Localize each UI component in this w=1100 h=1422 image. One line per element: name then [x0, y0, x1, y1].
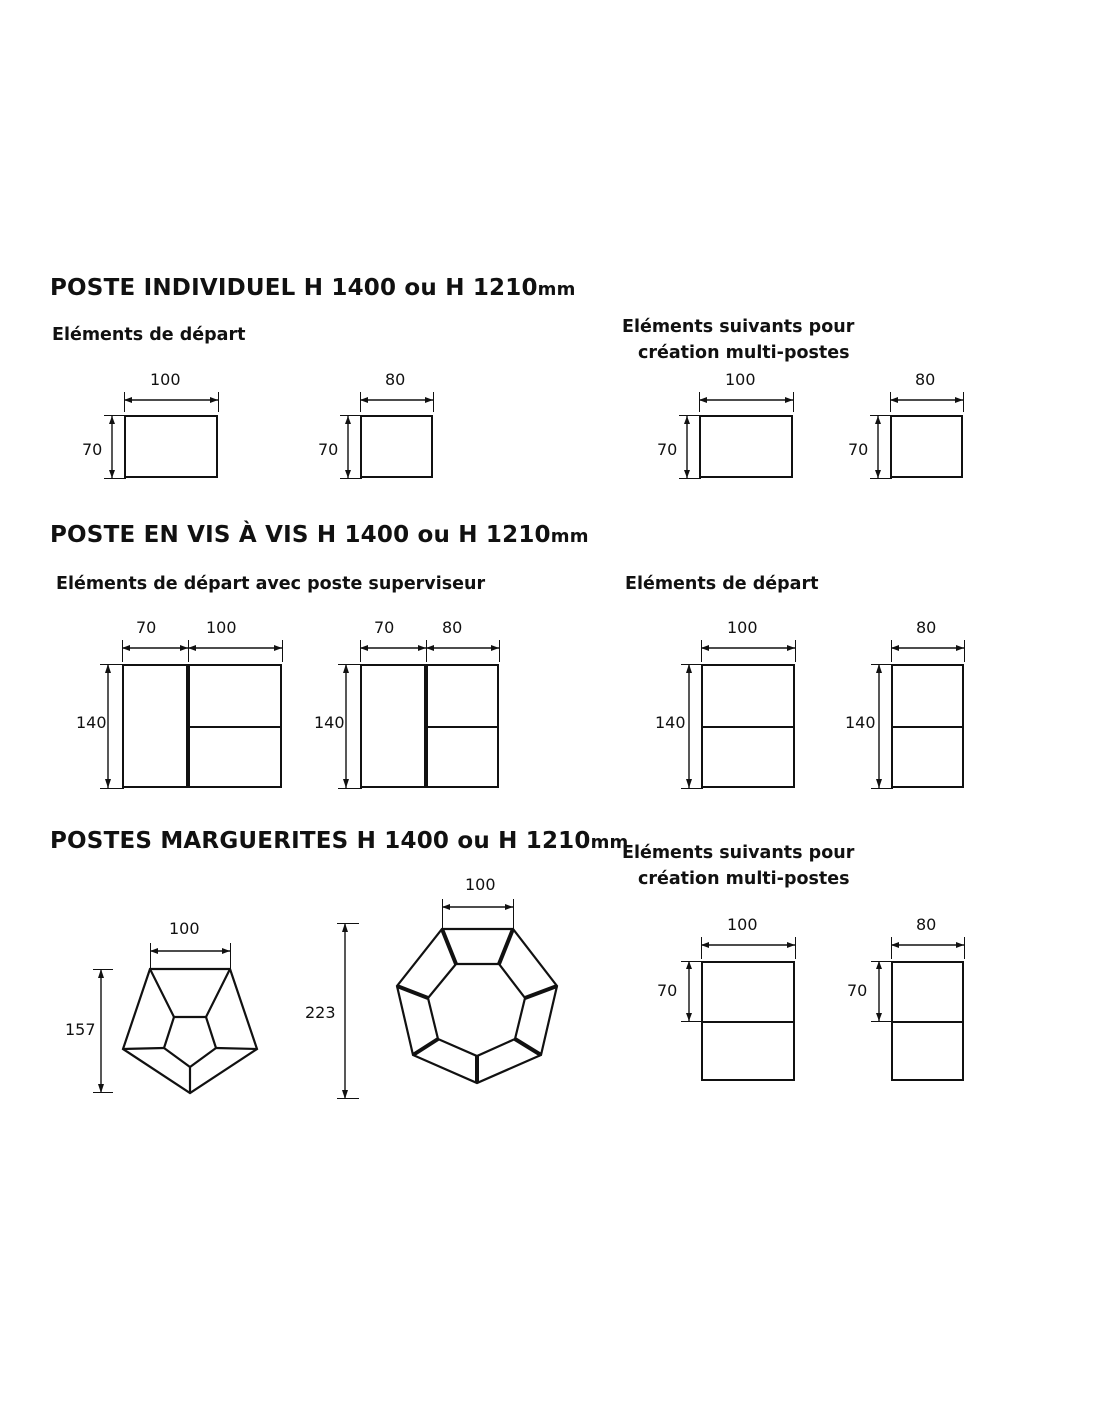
ext-line-top — [681, 961, 703, 962]
section-title-unit: mm — [590, 832, 629, 853]
dim-width-label: 80 — [385, 370, 406, 389]
dim-height-label: 70 — [318, 440, 339, 459]
ext-line-right — [795, 937, 796, 959]
ext-line-left — [699, 392, 700, 412]
dim-width-arrow — [850, 937, 1050, 953]
ext-line-right — [793, 392, 794, 412]
divider-horizontal — [701, 726, 795, 728]
dim-width-label-80: 80 — [442, 618, 463, 637]
section-title-poste-vis-a-vis — [50, 522, 589, 548]
ext-line-bottom — [100, 788, 124, 789]
ext-line-left — [122, 640, 123, 662]
dim-height-arrow — [871, 959, 887, 1025]
dim-width-label: 100 — [465, 875, 496, 894]
dim-height-arrow — [870, 414, 886, 482]
ext-line-bottom — [340, 478, 362, 479]
subtitle-line-1: Eléments suivants pour — [622, 317, 855, 337]
dim-width-arrow — [90, 392, 330, 408]
ext-line-right — [964, 640, 965, 662]
figure-marg-suivant-80 — [847, 915, 1050, 1105]
ext-line-bottom — [338, 788, 362, 789]
ext-line-mid — [871, 1021, 893, 1022]
ext-line-bottom — [681, 788, 703, 789]
dim-height-label: 140 — [845, 713, 876, 732]
ext-line-left — [124, 392, 125, 412]
ext-line-left — [890, 392, 891, 412]
subtitle-line-2: création multi-postes — [638, 343, 850, 363]
dim-width-label: 100 — [169, 919, 200, 938]
ext-line-right — [499, 640, 500, 662]
dim-height-arrow — [681, 959, 697, 1025]
dim-height-label: 223 — [305, 1003, 336, 1022]
ext-line-right — [282, 640, 283, 662]
dim-width-label-70: 70 — [374, 618, 395, 637]
ext-line-right — [218, 392, 219, 412]
section-title-text: POSTES MARGUERITES H 1400 ou H 1210 — [50, 828, 591, 854]
dim-height-label: 140 — [76, 713, 107, 732]
dim-width-label-100: 100 — [206, 618, 237, 637]
section-title-text: POSTE INDIVIDUEL H 1400 ou H 1210 — [50, 275, 538, 301]
divider-horizontal — [426, 726, 499, 728]
ext-line-bottom — [871, 788, 893, 789]
desk-rect-left — [122, 664, 188, 788]
desk-rect — [124, 415, 218, 478]
dim-height-arrow — [340, 414, 356, 482]
ext-line-top — [871, 961, 893, 962]
dim-height-label: 70 — [657, 440, 678, 459]
dim-width-label: 80 — [916, 618, 937, 637]
ext-line-left — [360, 392, 361, 412]
subtitle-line-1: Eléments suivants pour — [622, 843, 855, 863]
dim-width-arrow — [320, 392, 520, 408]
figure-ind-suivant-80 — [850, 370, 1050, 500]
ext-line-left — [891, 937, 892, 959]
subtitle-elements-de-depart-2: Eléments de départ — [625, 574, 819, 594]
subtitle-elements-suivants-2 — [622, 840, 854, 892]
ext-line-mid — [426, 640, 427, 662]
dim-width-label: 80 — [916, 915, 937, 934]
ext-line-top — [871, 664, 893, 665]
dim-width-arrows — [316, 640, 596, 656]
dim-width-label: 100 — [727, 915, 758, 934]
ext-line-bottom — [870, 478, 892, 479]
section-title-text: POSTE EN VIS À VIS H 1400 ou H 1210 — [50, 522, 551, 548]
dim-height-label: 70 — [848, 440, 869, 459]
dim-height-arrow — [681, 662, 697, 792]
ext-line-top — [340, 415, 362, 416]
dim-height-arrow — [871, 662, 887, 792]
dim-width-label-70: 70 — [136, 618, 157, 637]
desk-rect — [360, 415, 433, 478]
subtitle-depart-superviseur: Eléments de départ avec poste superviseur — [56, 574, 486, 594]
ext-line-top — [681, 664, 703, 665]
subtitle-elements-suivants-1 — [622, 314, 854, 366]
section-title-unit: mm — [550, 526, 589, 547]
ext-line-left — [360, 640, 361, 662]
divider-horizontal — [701, 1021, 795, 1023]
dim-height-label: 70 — [82, 440, 103, 459]
dim-height-label: 70 — [657, 981, 678, 1000]
dim-width-label: 100 — [150, 370, 181, 389]
figure-ind-depart-80 — [320, 370, 520, 500]
ext-line-right — [795, 640, 796, 662]
ext-line-right — [433, 392, 434, 412]
ext-line-left — [701, 640, 702, 662]
figure-vav-sup-70-80 — [316, 618, 596, 803]
section-title-postes-marguerites — [50, 828, 629, 854]
figure-marguerite-7 — [305, 865, 625, 1115]
ext-line-right — [964, 937, 965, 959]
desk-rect-left — [360, 664, 426, 788]
ext-line-left — [701, 937, 702, 959]
dim-height-label: 140 — [655, 713, 686, 732]
dim-height-arrow — [338, 662, 354, 792]
dim-width-label: 80 — [915, 370, 936, 389]
ext-line-mid — [681, 1021, 703, 1022]
dim-width-label: 100 — [725, 370, 756, 389]
ext-line-left — [891, 640, 892, 662]
ext-line-top — [679, 415, 701, 416]
figure-vav-depart-80 — [845, 618, 1050, 803]
subtitle-elements-de-depart-1: Eléments de départ — [52, 325, 246, 345]
ext-line-top — [338, 664, 362, 665]
dim-height-label: 140 — [314, 713, 345, 732]
dim-width-arrow — [850, 392, 1050, 408]
dim-width-label: 100 — [727, 618, 758, 637]
dim-height-arrow — [104, 414, 120, 482]
section-title-unit: mm — [537, 279, 576, 300]
ext-line-top — [870, 415, 892, 416]
ext-line-bottom — [104, 478, 126, 479]
dim-height-label: 70 — [847, 981, 868, 1000]
ext-line-top — [104, 415, 126, 416]
ext-line-mid — [188, 640, 189, 662]
dim-width-arrow — [850, 640, 1050, 656]
desk-rect — [699, 415, 793, 478]
figure-ind-depart-100 — [82, 370, 330, 500]
ext-line-bottom — [679, 478, 701, 479]
ext-line-right — [963, 392, 964, 412]
dim-height-arrow — [100, 662, 116, 792]
subtitle-line-2: création multi-postes — [638, 869, 850, 889]
divider-horizontal — [891, 1021, 964, 1023]
desk-rect — [890, 415, 963, 478]
divider-horizontal — [891, 726, 964, 728]
marguerite-7-shape — [325, 865, 625, 1115]
section-title-poste-individuel — [50, 275, 576, 301]
dim-height-arrow — [679, 414, 695, 482]
divider-horizontal — [188, 726, 282, 728]
ext-line-top — [100, 664, 124, 665]
dim-height-label: 157 — [65, 1020, 96, 1039]
